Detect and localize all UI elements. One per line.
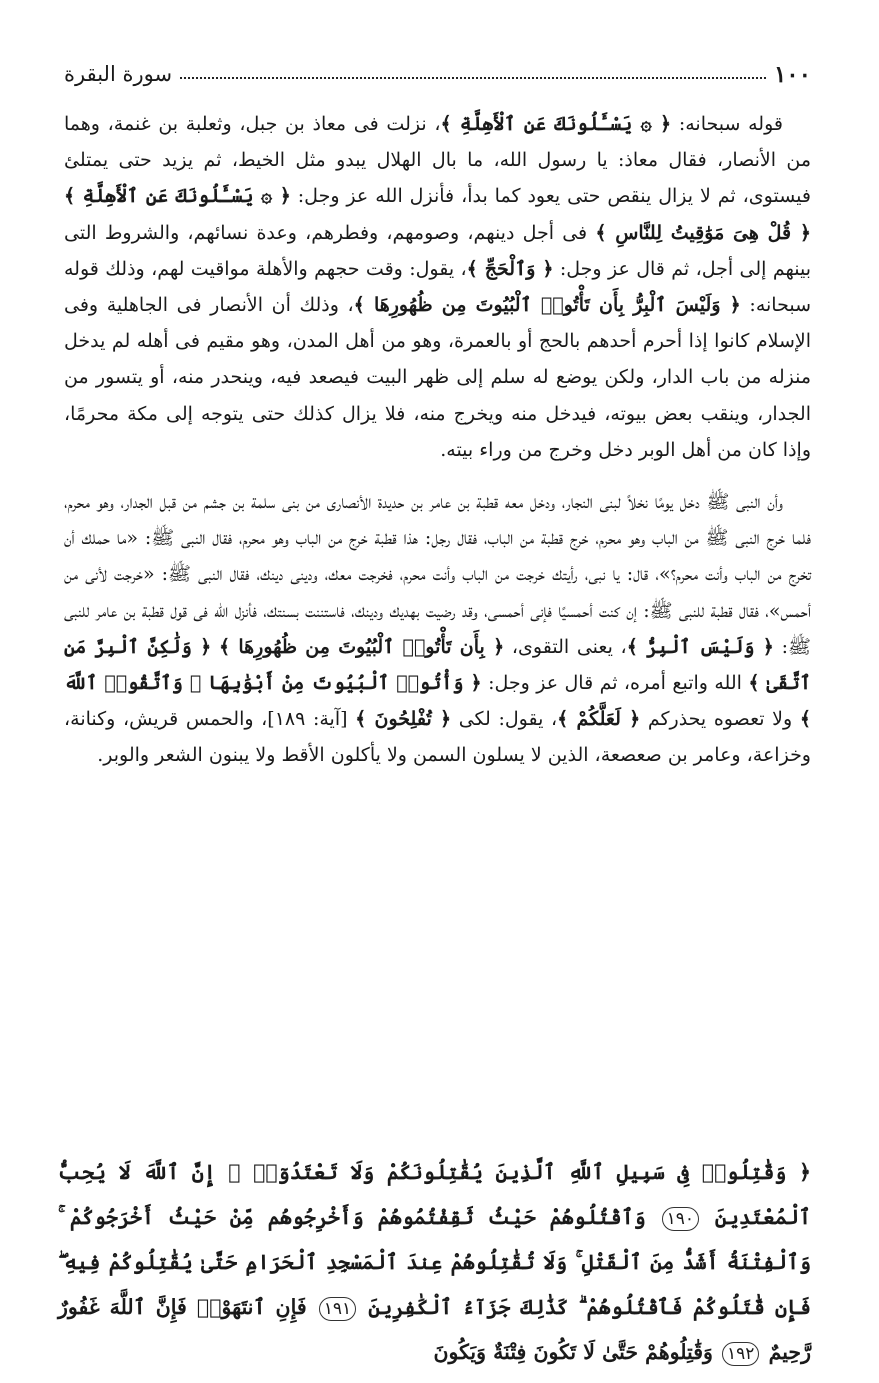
- quran-quote: ﴿ لَعَلَّكُمْ ﴾: [557, 708, 641, 731]
- page-number: ١٠٠: [773, 60, 811, 88]
- quran-verse-text: وَٱقْتُلُوهُمْ حَيْثُ ثَقِفْتُمُوهُمْ وَأَخْرِجُوهُم مِّنْ حَيْثُ أَخْرَجُوكُمْ ۚ وَٱلْفِتْنَةُ أَشَدُّ مِنَ ٱلْقَتْلِ ۚ وَلَا تُقَٰتِلُوهُمْ عِندَ ٱلْمَسْجِدِ ٱلْحَرَامِ حَتَّىٰ يُقَٰتِلُوكُمْ فِيهِ ۖ فَإِن قَٰتَلُوكُمْ فَٱقْتُلُوهُمْ ۗ كَذَٰلِكَ جَزَآءُ ٱلْكَٰفِرِينَ: [58, 1205, 812, 1319]
- quran-verse-text: ﴿ وَقَٰتِلُوا۟ فِى سَبِيلِ ٱللَّهِ ٱلَّذِينَ يُقَٰتِلُونَكُمْ وَلَا تَعْتَدُوٓا۟ ۚ إِنَّ ٱللَّهَ لَا يُحِبُّ ٱلْمُعْتَدِينَ: [58, 1160, 811, 1229]
- quran-quote: ﴿ ۞ يَسْـَٔلُونَكَ عَنِ ٱلْأَهِلَّةِ ﴾: [440, 113, 672, 135]
- verse-number-marker: ١٩٢: [722, 1342, 759, 1366]
- paragraph: [64, 106, 811, 468]
- header-dotted-leader: [180, 77, 766, 79]
- text-run: الله واتبع أمره، ثم قال عز وجل:: [481, 672, 749, 695]
- quran-quote: ﴿ ۞ يَسْـَٔلُونَكَ عَنِ ٱلْأَهِلَّةِ ﴾: [64, 185, 291, 208]
- text-run: ، يقول: لكى: [451, 708, 558, 731]
- text-run: ، يقول: وقت حجهم والأهلة مواقيت لهم، وذلك قوله سبحانه:: [64, 257, 812, 317]
- text-run: [211, 636, 219, 658]
- paragraph: [64, 484, 811, 774]
- text-run: وأن النبى ﷺ دخل يومًا نخلاً لبنى النجار، ودخل معه قطبة بن عامر بن حديدة الأنصارى من بنى سلمة بن جشم من قبل الجدار، وهو محرم، فلما خرج النبى ﷺ من الباب وهو محرم، خرج قطبة من الباب، فقال رجل: هذا قطبة خرج من الباب وهو محرم، فقال النبى ﷺ: «ما حملك أن تخرج من الباب وأنت محرم؟»، قال: يا نبى، رأيتك خرجت من الباب وأنت محرم، فخرجت معك، ودينى دينك، فقال النبى ﷺ: «خرجت لأنى من أحمس»، فقال قطبة للنبى ﷺ: إن كنت أحمسيًا فإنى أحمسى، وقد رضيت بهديك ودينك، فاستننت بسنتك، فأنزل الله فى قول قطبة بن عامر للنبى ﷺ:: [64, 491, 811, 658]
- quran-quote: ﴿ وَلَيْسَ ٱلْبِرُّ ﴾: [626, 635, 774, 658]
- quran-quote: ﴿ قُلْ هِىَ مَوَٰقِيتُ لِلنَّاسِ ﴾: [595, 221, 811, 244]
- verse-number-marker: ١٩١: [319, 1297, 356, 1321]
- verse-number-marker: ١٩٠: [662, 1207, 699, 1231]
- quran-quote: ﴿ بِأَن تَأْتُوا۟ ٱلْبُيُوتَ مِن ظُهُورِهَا ﴾: [218, 635, 505, 658]
- text-run: ولا تعصوه يحذركم: [640, 708, 800, 731]
- quran-quote: ﴿ تُفْلِحُونَ ﴾: [355, 708, 452, 731]
- page-header: [64, 54, 811, 94]
- quran-quote: ﴿ وَلَٰكِنَّ ٱلْبِرَّ مَنِ ٱتَّقَىٰ ﴾: [64, 635, 812, 695]
- text-run: [آية: ١٨٩]، والحمس قريش، وكنانة، وخزاعة، وعامر بن صعصعة، الذين لا يسلون السمن ولا يأكلون الأقط ولا يبنون الشعر والوبر.: [64, 708, 811, 767]
- quran-quote: ﴿ وَلَيْسَ ٱلْبِرُّ بِأَن تَأْتُوا۟ ٱلْبُيُوتَ مِن ظُهُورِهَا ﴾: [353, 294, 741, 317]
- commentary-text: [64, 106, 811, 774]
- quran-quote: ﴿ وَٱلْحَجِّ ﴾: [466, 257, 554, 280]
- text-run: ، وذلك أن الأنصار فى الجاهلية وفى الإسلام كانوا إذا أحرم أحدهم بالحج أو بالعمرة، وهو من أهل المدن، وهو مقيم فى أهله لم يدخل منزله من باب الدار، ولكن يوضع له سلم إلى ظهر البيت فيصعد فيه، وينحدر منه، أو يتسور من الجدار، وينقب بعض بيوته، فيدخل منه ويخرج منه، فلا يزال كذلك حتى يتوجه إلى مكة محرمًا، وإذا كان من أهل الوبر دخل وخرج من وراء بيته.: [64, 294, 811, 461]
- text-run: قوله سبحانه:: [671, 113, 783, 135]
- text-run: ، يعنى التقوى،: [504, 635, 627, 658]
- text-run: فى أجل دينهم، وصومهم، وفطرهم، وعدة نسائهم، والشروط التى بينهم إلى أجل، ثم قال عز وجل:: [64, 221, 811, 280]
- quran-verse-text: فَإِنِ ٱنتَهَوْا۟ فَإِنَّ ٱللَّهَ غَفُورٌ رَّحِيمٌ: [58, 1295, 811, 1364]
- surah-title: سورة البقرة: [64, 62, 173, 86]
- quran-quote: ﴿ وَأْتُوا۟ ٱلْبُيُوتَ مِنْ أَبْوَٰبِهَا ۚ وَٱتَّقُوا۟ ٱللَّهَ ﴾: [64, 672, 811, 731]
- quran-verses-block: [58, 1150, 811, 1375]
- text-run: ، نزلت فى معاذ بن جبل، وثعلبة بن غنمة، وهما من الأنصار، فقال معاذ: يا رسول الله، ما بال الهلال يبدو مثل الخيط، ثم يزيد حتى يمتلئ فيستوى، ثم لا يزال ينقص حتى يعود كما بدأ، فأنزل الله عز وجل:: [64, 113, 811, 208]
- quran-verse-text: وَقَٰتِلُوهُمْ حَتَّىٰ لَا تَكُونَ فِتْنَةٌ وَيَكُونَ: [433, 1340, 713, 1364]
